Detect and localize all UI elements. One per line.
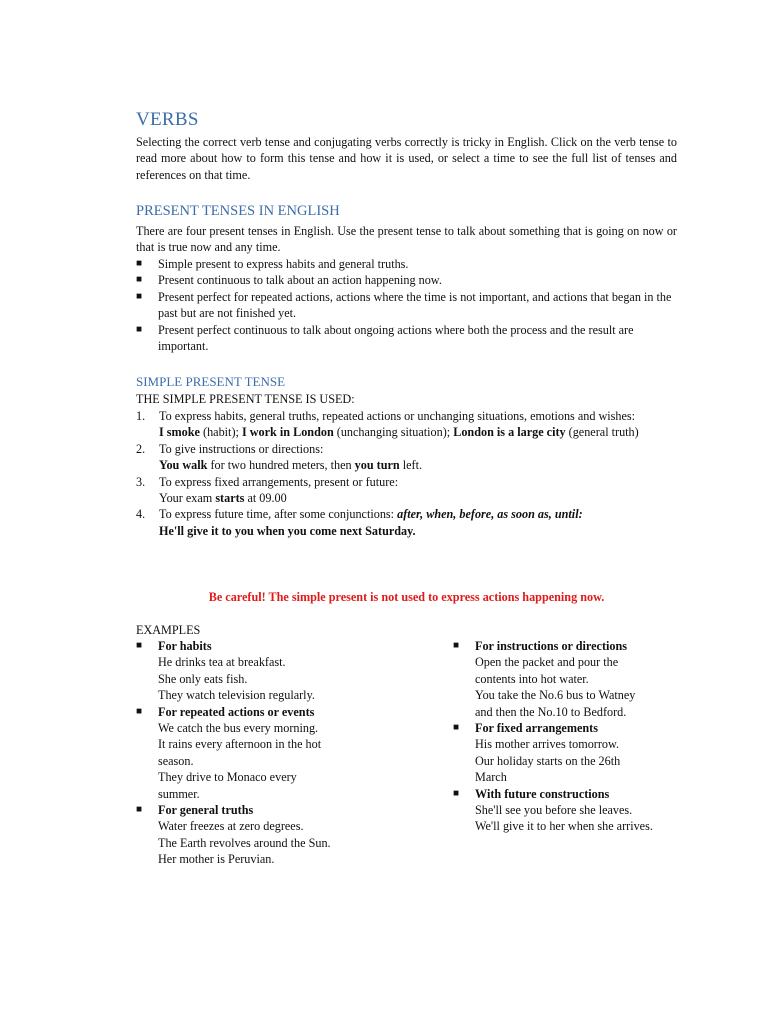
list-item: ■ For repeated actions or events We catch the bus every morning. It rains every afternoon in the hot season. They drive to Monaco every summer. [136, 704, 322, 801]
list-item: ■ For general truths Water freezes at zero degrees. The Earth revolves around the Sun. Her mother is Peruvian. [136, 803, 331, 867]
list-item: 1. To express habits, general truths, repeated actions or unchanging situations, emotions and wishes: I smoke (habit); I work in London (unchanging situation); London is a large city (general truth) [136, 408, 651, 441]
list-item: ■ For fixed arrangements His mother arrives tomorrow. Our holiday starts on the 26th March [453, 721, 621, 785]
present-tenses-heading: PRESENT TENSES IN ENGLISH [136, 203, 340, 219]
use-example: He'll give it to you when you come next Saturday. [159, 523, 416, 538]
examples-left-column [136, 638, 416, 868]
present-intro-paragraph: There are four present tenses in English. Use the present tense to talk about something that is going on now or that is true now and any time. [136, 224, 677, 255]
uses-list [136, 408, 651, 539]
square-bullet-icon: ■ [136, 290, 143, 302]
list-item: ■ Simple present to express habits and general truths. [136, 257, 409, 271]
list-item: ■ Present perfect for repeated actions, actions where the time is not important, and actions that began in the past but are not finished yet. [136, 289, 672, 321]
square-bullet-icon: ■ [136, 258, 143, 269]
examples-right-column [453, 638, 693, 835]
examples-heading: EXAMPLES [136, 623, 201, 637]
square-bullet-icon: ■ [453, 640, 460, 651]
square-bullet-icon: ■ [453, 722, 460, 734]
square-bullet-icon: ■ [136, 274, 143, 286]
square-bullet-icon: ■ [136, 640, 143, 651]
intro-paragraph: Selecting the correct verb tense and conjugating verbs correctly is tricky in English. Click on the verb tense to read more about how to form this tense and how it is used, or select a time to see the full list of tenses and references on that time. [136, 135, 677, 182]
list-item: ■ Present perfect continuous to talk about ongoing actions where both the process and the result are important. [136, 322, 634, 354]
use-example: You walk for two hundred meters, then you turn left. [159, 458, 423, 473]
list-item: 4. To express future time, after some conjunctions: after, when, before, as soon as, until: He'll give it to you when you come next Saturday. [136, 506, 651, 539]
square-bullet-icon: ■ [136, 804, 143, 816]
used-heading: THE SIMPLE PRESENT TENSE IS USED: [136, 392, 355, 406]
square-bullet-icon: ■ [453, 787, 460, 799]
present-tenses-list [136, 256, 677, 354]
list-item: ■ With future constructions She'll see you before she leaves. We'll give it to her when she arrives. [453, 786, 653, 834]
square-bullet-icon: ■ [136, 323, 143, 335]
use-example: I smoke (habit); I work in London (unchanging situation); London is a large city (general truth) [159, 425, 639, 440]
simple-present-heading: SIMPLE PRESENT TENSE [136, 374, 286, 389]
list-item: ■ For instructions or directions Open the packet and pour the contents into hot water. You take the No.6 bus to Watney and then the No.10 to Bedford. [453, 639, 636, 719]
list-item: 3. To express fixed arrangements, present or future: Your exam starts at 09.00 [136, 474, 651, 507]
list-item: 2. To give instructions or directions: You walk for two hundred meters, then you turn left. [136, 441, 651, 474]
list-item: ■ Present continuous to talk about an action happening now. [136, 273, 442, 288]
page-title: VERBS [136, 109, 199, 130]
list-item: ■ For habits He drinks tea at breakfast. She only eats fish. They watch television regularly. [136, 639, 315, 703]
warning-note: Be careful! The simple present is not used to express actions happening now. [208, 590, 605, 604]
square-bullet-icon: ■ [136, 705, 143, 717]
use-example: Your exam starts at 09.00 [159, 491, 287, 506]
